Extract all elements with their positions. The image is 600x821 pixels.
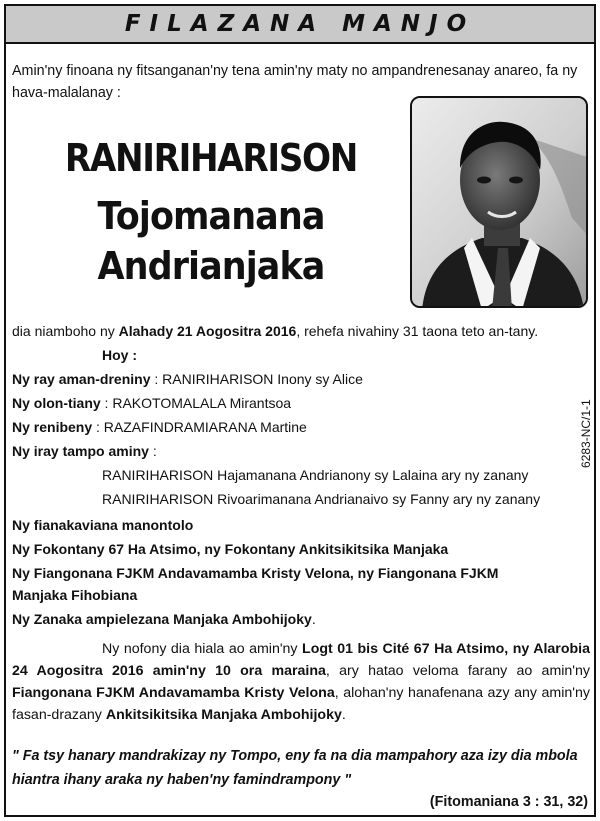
- death-notice: [4, 4, 596, 817]
- death-line: [12, 322, 594, 340]
- funeral-location-date: Logt 01 bis Cité 67 Ha Atsimo, ny Alarobia 24 Aogositra 2016 amin'ny 10 ora maraina: [12, 641, 590, 679]
- family-label: Ny renibeny: [12, 419, 93, 435]
- funeral-s1: Ny nofony dia hiala ao amin'ny: [102, 641, 303, 657]
- hoy-label: Hoy :: [102, 347, 137, 363]
- death-date: Alahady 21 Aogositra 2016: [118, 323, 297, 339]
- group-line: Ny fianakaviana manontolo: [12, 517, 194, 533]
- header-banner: [6, 6, 594, 44]
- funeral-s4: .: [341, 707, 346, 723]
- notice-title: FILAZANA MANJO: [124, 11, 476, 37]
- funeral-s2: , ary hatao veloma farany ao amin'ny: [325, 663, 591, 679]
- portrait-photo: [410, 96, 588, 308]
- deceased-given-name-2: Andrianjaka: [97, 244, 325, 288]
- family-row-grandmother: [12, 418, 307, 436]
- funeral-church: Fiangonana FJKM Andavamamba Kristy Velona: [12, 685, 335, 701]
- family-row-partner: [12, 394, 291, 412]
- family-label: Ny olon-tiany: [12, 395, 101, 411]
- family-value: : RAKOTOMALALA Mirantsoa: [100, 395, 292, 411]
- funeral-s3: , alohan'ny hanafenana azy any amin'ny fasan-drazany: [12, 685, 590, 723]
- funeral-paragraph: [12, 638, 590, 726]
- family-row-parents: [12, 370, 363, 388]
- sibling-line: RANIRIHARISON Rivoarimanana Andrianaivo sy Fanny ary ny zanany: [102, 491, 541, 507]
- death-line-pre: dia niamboho ny: [12, 323, 119, 339]
- family-value: : RAZAFINDRAMIARANA Martine: [92, 419, 307, 435]
- family-value: :: [148, 443, 157, 459]
- group-line: Manjaka Fihobiana: [12, 587, 138, 603]
- deceased-surname: RANIRIHARISON: [64, 136, 358, 180]
- group-line: Ny Fiangonana FJKM Andavamamba Kristy Velona, ny Fiangonana FJKM: [12, 565, 499, 581]
- group-line-text: Ny Zanaka ampielezana Manjaka Ambohijoky: [12, 611, 312, 627]
- portrait-image: [412, 98, 588, 308]
- sibling-line: RANIRIHARISON Hajamanana Andrianony sy Lalaina ary ny zanany: [102, 467, 529, 483]
- group-line-last: [12, 610, 316, 628]
- reference-code: 6283-NC/1-1: [579, 399, 593, 468]
- funeral-burial-place: Ankitsikitsika Manjaka Ambohijoky: [105, 707, 342, 723]
- deceased-given-name-1: Tojomanana: [97, 194, 325, 238]
- family-label: Ny ray aman-dreniny: [12, 371, 151, 387]
- group-line-end: .: [311, 611, 316, 627]
- family-label: Ny iray tampo aminy: [12, 443, 149, 459]
- family-value: : RANIRIHARISON Inony sy Alice: [150, 371, 363, 387]
- family-row-siblings: [12, 442, 157, 460]
- scripture-quote: " Fa tsy hanary mandrakizay ny Tompo, eny fa na dia mampahory aza izy dia mbola hiantra ihany araka ny haben'ny famindrampony ": [12, 748, 578, 788]
- group-line: Ny Fokontany 67 Ha Atsimo, ny Fokontany Ankitsikitsika Manjaka: [12, 541, 449, 557]
- death-line-post: , rehefa nivahiny 31 taona teto an-tany.: [296, 323, 539, 339]
- scripture-citation: (Fitomaniana 3 : 31, 32): [429, 794, 588, 810]
- intro-text: Amin'ny finoana ny fitsanganan'ny tena amin'ny maty no ampandrenesanay anareo, fa ny hava-malalanay :: [12, 63, 578, 101]
